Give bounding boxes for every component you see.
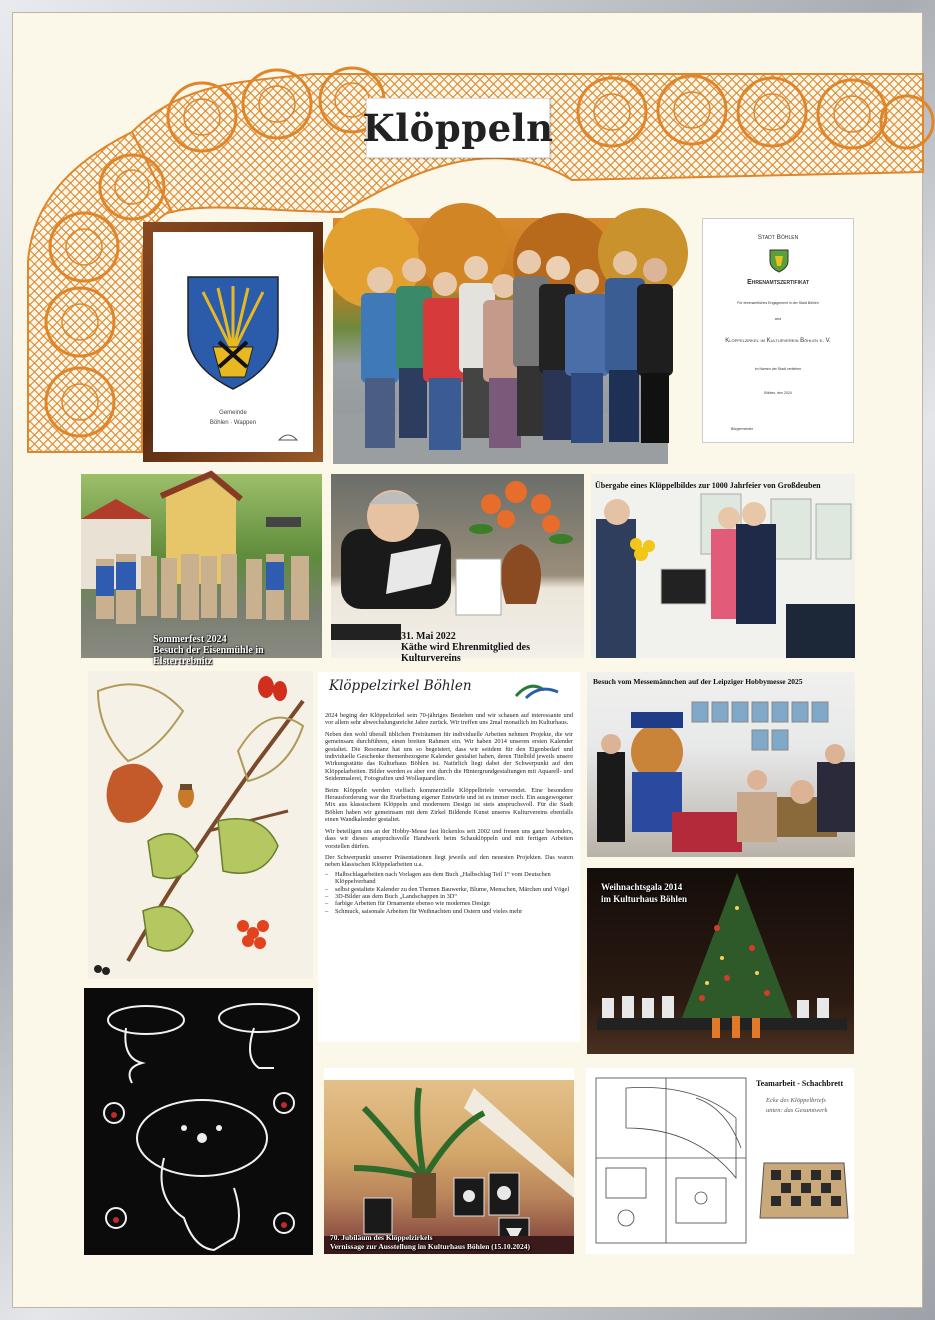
certificate-recipient: Klöppelzirkel im Kulturverein Böhlen e. V. (725, 338, 831, 344)
photo-hobby-fair (587, 672, 855, 857)
article-list-item: – Halbschlagarbeiten nach Vorlagen aus dem Buch „Halbschlag Teil 1“ vom Deutschen Klöppelverband (325, 871, 573, 886)
article-paragraph: 2024 beging der Klöppelzirkel sein 70-jähriges Bestehen und wir schauen auf interessante und vor allem sehr abwechslungsreiche Jahre zurück. Wir treffen uns 2mal monatlich im Kulturhaus. (325, 712, 573, 727)
city-crest-icon (769, 249, 789, 273)
article-list-item: – farbige Arbeiten für Ornamente ebenso wie modernes Design (325, 900, 573, 907)
article-list-item: – selbst gestaltete Kalender zu den Themen Bauwerke, Blume, Menschen, Märchen und Vögel (325, 886, 573, 893)
certificate-line2: wird (774, 317, 782, 321)
teamwork-title: Teamarbeit - Schachbrett (756, 1079, 844, 1088)
certificate-line3: im Namen der Stadt verliehen (754, 367, 802, 371)
caption-sommerfest-2: Besuch der Eisenmühle in Elstertrebnitz (153, 645, 264, 667)
caption-mai-2: Käthe wird Ehrenmitglied des Kulturvereins (401, 642, 530, 664)
photo-handover (591, 474, 855, 658)
caption-messe: Besuch vom Messemännchen auf der Leipziger Hobbymesse 2025 (593, 677, 803, 686)
certificate-city: Stadt Böhlen (757, 234, 799, 241)
caption-weihnacht-2: im Kulturhaus Böhlen (601, 894, 688, 904)
poster-title: Klöppeln (362, 106, 554, 150)
caption-sommerfest-1: Sommerfest 2024 (153, 634, 227, 645)
article-list-item: – Schmuck, saisonale Arbeiten für Weihnachten und Ostern und vieles mehr (325, 908, 573, 915)
teamwork-chessboard (586, 1068, 854, 1254)
article-paragraph: Beim Klöppeln werden vielfach kommerzielle Klöppelbriefe verwendet. Eine besondere Herausforderung war die Erarbeitung eigener Entwürfe und ist es immer noch. Ein ausgewogener Mix aus klassischem Klöppeln und modernem Design ist stets anspruchsvoll. Für die Stadt Böhlen haben wir gemeinsam mit dem Zirkel Bildende Kunst unseres Kulturvereins ebenfalls einen Wandkalender gestaltet. (325, 786, 573, 824)
certificate-date: Böhlen, den 2024 (764, 391, 792, 395)
teamwork-subtitle-1: Ecke des Klöppelbriefs (766, 1097, 826, 1104)
crest-label-1: Gemeinde (219, 410, 247, 416)
photo-anniversary (324, 1068, 574, 1254)
stamp-icon (277, 430, 299, 442)
group-photo-autumn (333, 218, 668, 464)
poster-title-box (362, 98, 554, 158)
certificate-signature: Bürgermeister (731, 427, 753, 431)
crest-label-2: Böhlen · Wappen (209, 420, 257, 426)
lace-leaves-artwork (88, 671, 313, 979)
article-paragraph: Neben den wohl überall üblichen Freiräumen für individuelle Arbeiten nehmen Projekte, die wir gemeinsam durchführen, einen breiten Rahmen ein. Wir haben 2014 unseren ersten Kalender gestaltet. Die Resonanz hat uns so begeistert, dass wir seitdem für den Eigenbedarf und individuelle Geschenke themenbezogene Kalender gestaltet haben, deren Titelbild jeweils unsere Wirkungsstätte das Kulturhaus Böhlen ist. Natürlich liegt dabei der Schwerpunkt auf den Klöppelarbeiten. Bilder werden es aber erst durch die Hintergrundgestaltungen mit Aquarell- und Seidenmalerei, Fotografien und Wollaquarellen. (325, 730, 573, 783)
caption-jubilaeum-2: Vernissage zur Ausstellung im Kulturhaus Böhlen (15.10.2024) (330, 1242, 531, 1251)
framed-coat-of-arms (143, 222, 323, 462)
article-panel (318, 672, 580, 1042)
lace-ladies-artwork (84, 988, 313, 1255)
photo-honorary-member (331, 474, 584, 664)
photo-christmas-gala (587, 868, 854, 1054)
article-heading: Klöppelzirkel Böhlen (329, 678, 472, 694)
photo-summer-festival (81, 474, 322, 667)
caption-mai-1: 31. Mai 2022 (401, 631, 456, 642)
certificate-heading: Ehrenamtszertifikat (747, 279, 809, 286)
certificate-line1: Für ehrenamtliches Engagement in der Stadt Böhlen (737, 301, 819, 305)
article-paragraph: Der Schwerpunkt unserer Präsentationen liegt jeweils auf den neuesten Projekten. Das waren neben klassischen Klöppelarbeiten u.a. (325, 853, 573, 869)
caption-uebergabe: Übergabe eines Klöppelbildes zur 1000 Jahrfeier von Großdeuben (595, 481, 821, 490)
teamwork-subtitle-2: unten: das Gesamtwerk (766, 1107, 828, 1114)
caption-jubilaeum-1: 70. Jubiläum des Klöppelzirkels (330, 1233, 433, 1242)
club-logo-icon (514, 678, 566, 702)
article-list (325, 871, 573, 915)
article-paragraph: Wir beteiligen uns an der Hobby-Messe fast lückenlos seit 2002 und freuen uns ganz besonders, dass wir dieses anspruchsvolle Handwerk beim Schauklöppeln und mit fertigen Arbeiten vorstellen dürfen. (325, 827, 573, 850)
coat-of-arms-shield-icon (183, 272, 283, 392)
honorary-certificate (702, 218, 854, 443)
article-list-item: – 3D-Bilder aus dem Buch „Landschappen in 3D“ (325, 893, 573, 900)
caption-weihnacht-1: Weihnachtsgala 2014 (601, 882, 683, 892)
